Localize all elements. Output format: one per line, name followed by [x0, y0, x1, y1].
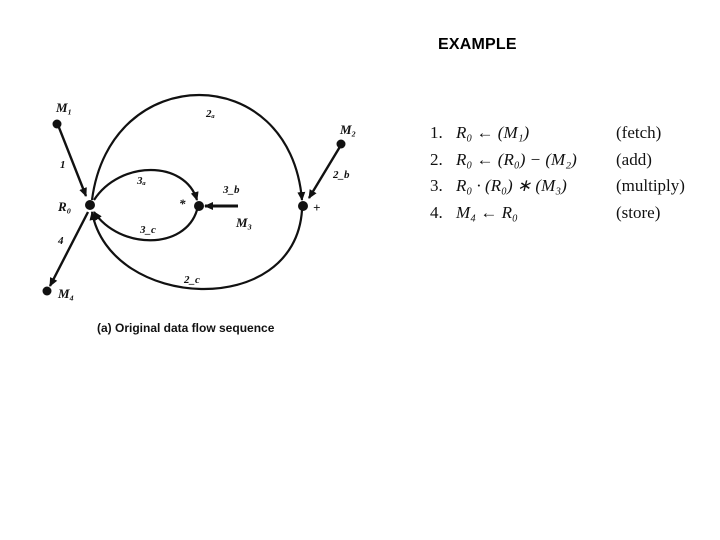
step-note: (fetch)	[616, 123, 662, 142]
step-note: (multiply)	[616, 176, 685, 195]
label-mul: *	[179, 196, 186, 211]
edge-label-4: 4	[58, 235, 64, 247]
step-expression: R₀ ← (R₀) − (M₂)	[456, 149, 577, 169]
node-m2	[337, 140, 346, 149]
node-m1	[53, 120, 62, 129]
label-m3: M₃	[236, 215, 253, 230]
instruction-list	[430, 120, 685, 226]
slide-title: EXAMPLE	[438, 36, 517, 53]
step-number: 3.	[430, 176, 443, 195]
edge-label-3b: 3_b	[223, 184, 240, 196]
edge-label-2a: 2ₐ	[206, 108, 215, 120]
node-m4	[43, 287, 52, 296]
diagram-caption: (a) Original data flow sequence	[97, 321, 275, 335]
step-number: 2.	[430, 149, 443, 169]
edge-label-2c: 2_c	[184, 274, 200, 286]
label-m2: M₂	[340, 122, 357, 137]
instruction-step	[430, 200, 685, 227]
edge-label-2b: 2_b	[333, 169, 350, 181]
step-expression: R₀ · (R₀) ∗ (M₃)	[456, 176, 567, 195]
step-expression: M₄ ← R₀	[456, 202, 518, 222]
edge-label-3a: 3ₐ	[137, 175, 146, 187]
step-number: 1.	[430, 123, 443, 142]
node-mul	[194, 201, 204, 211]
instruction-step	[430, 147, 685, 174]
edge-2a-arc	[92, 95, 302, 200]
label-m1: M₁	[56, 100, 73, 115]
edge-label-1: 1	[60, 159, 66, 171]
step-note: (store)	[616, 202, 661, 222]
label-r0: R₀	[58, 199, 72, 214]
step-expression: R₀ ← (M₁)	[456, 123, 530, 142]
node-r0	[85, 200, 95, 210]
node-add	[298, 201, 308, 211]
instruction-step	[430, 120, 685, 147]
edge-label-3c: 3_c	[140, 224, 156, 236]
edge-4-line	[50, 212, 88, 286]
instruction-step	[430, 173, 685, 200]
step-number: 4.	[430, 202, 443, 222]
label-m4: M₄	[58, 286, 75, 301]
label-add: +	[313, 200, 321, 215]
step-note: (add)	[616, 149, 652, 169]
